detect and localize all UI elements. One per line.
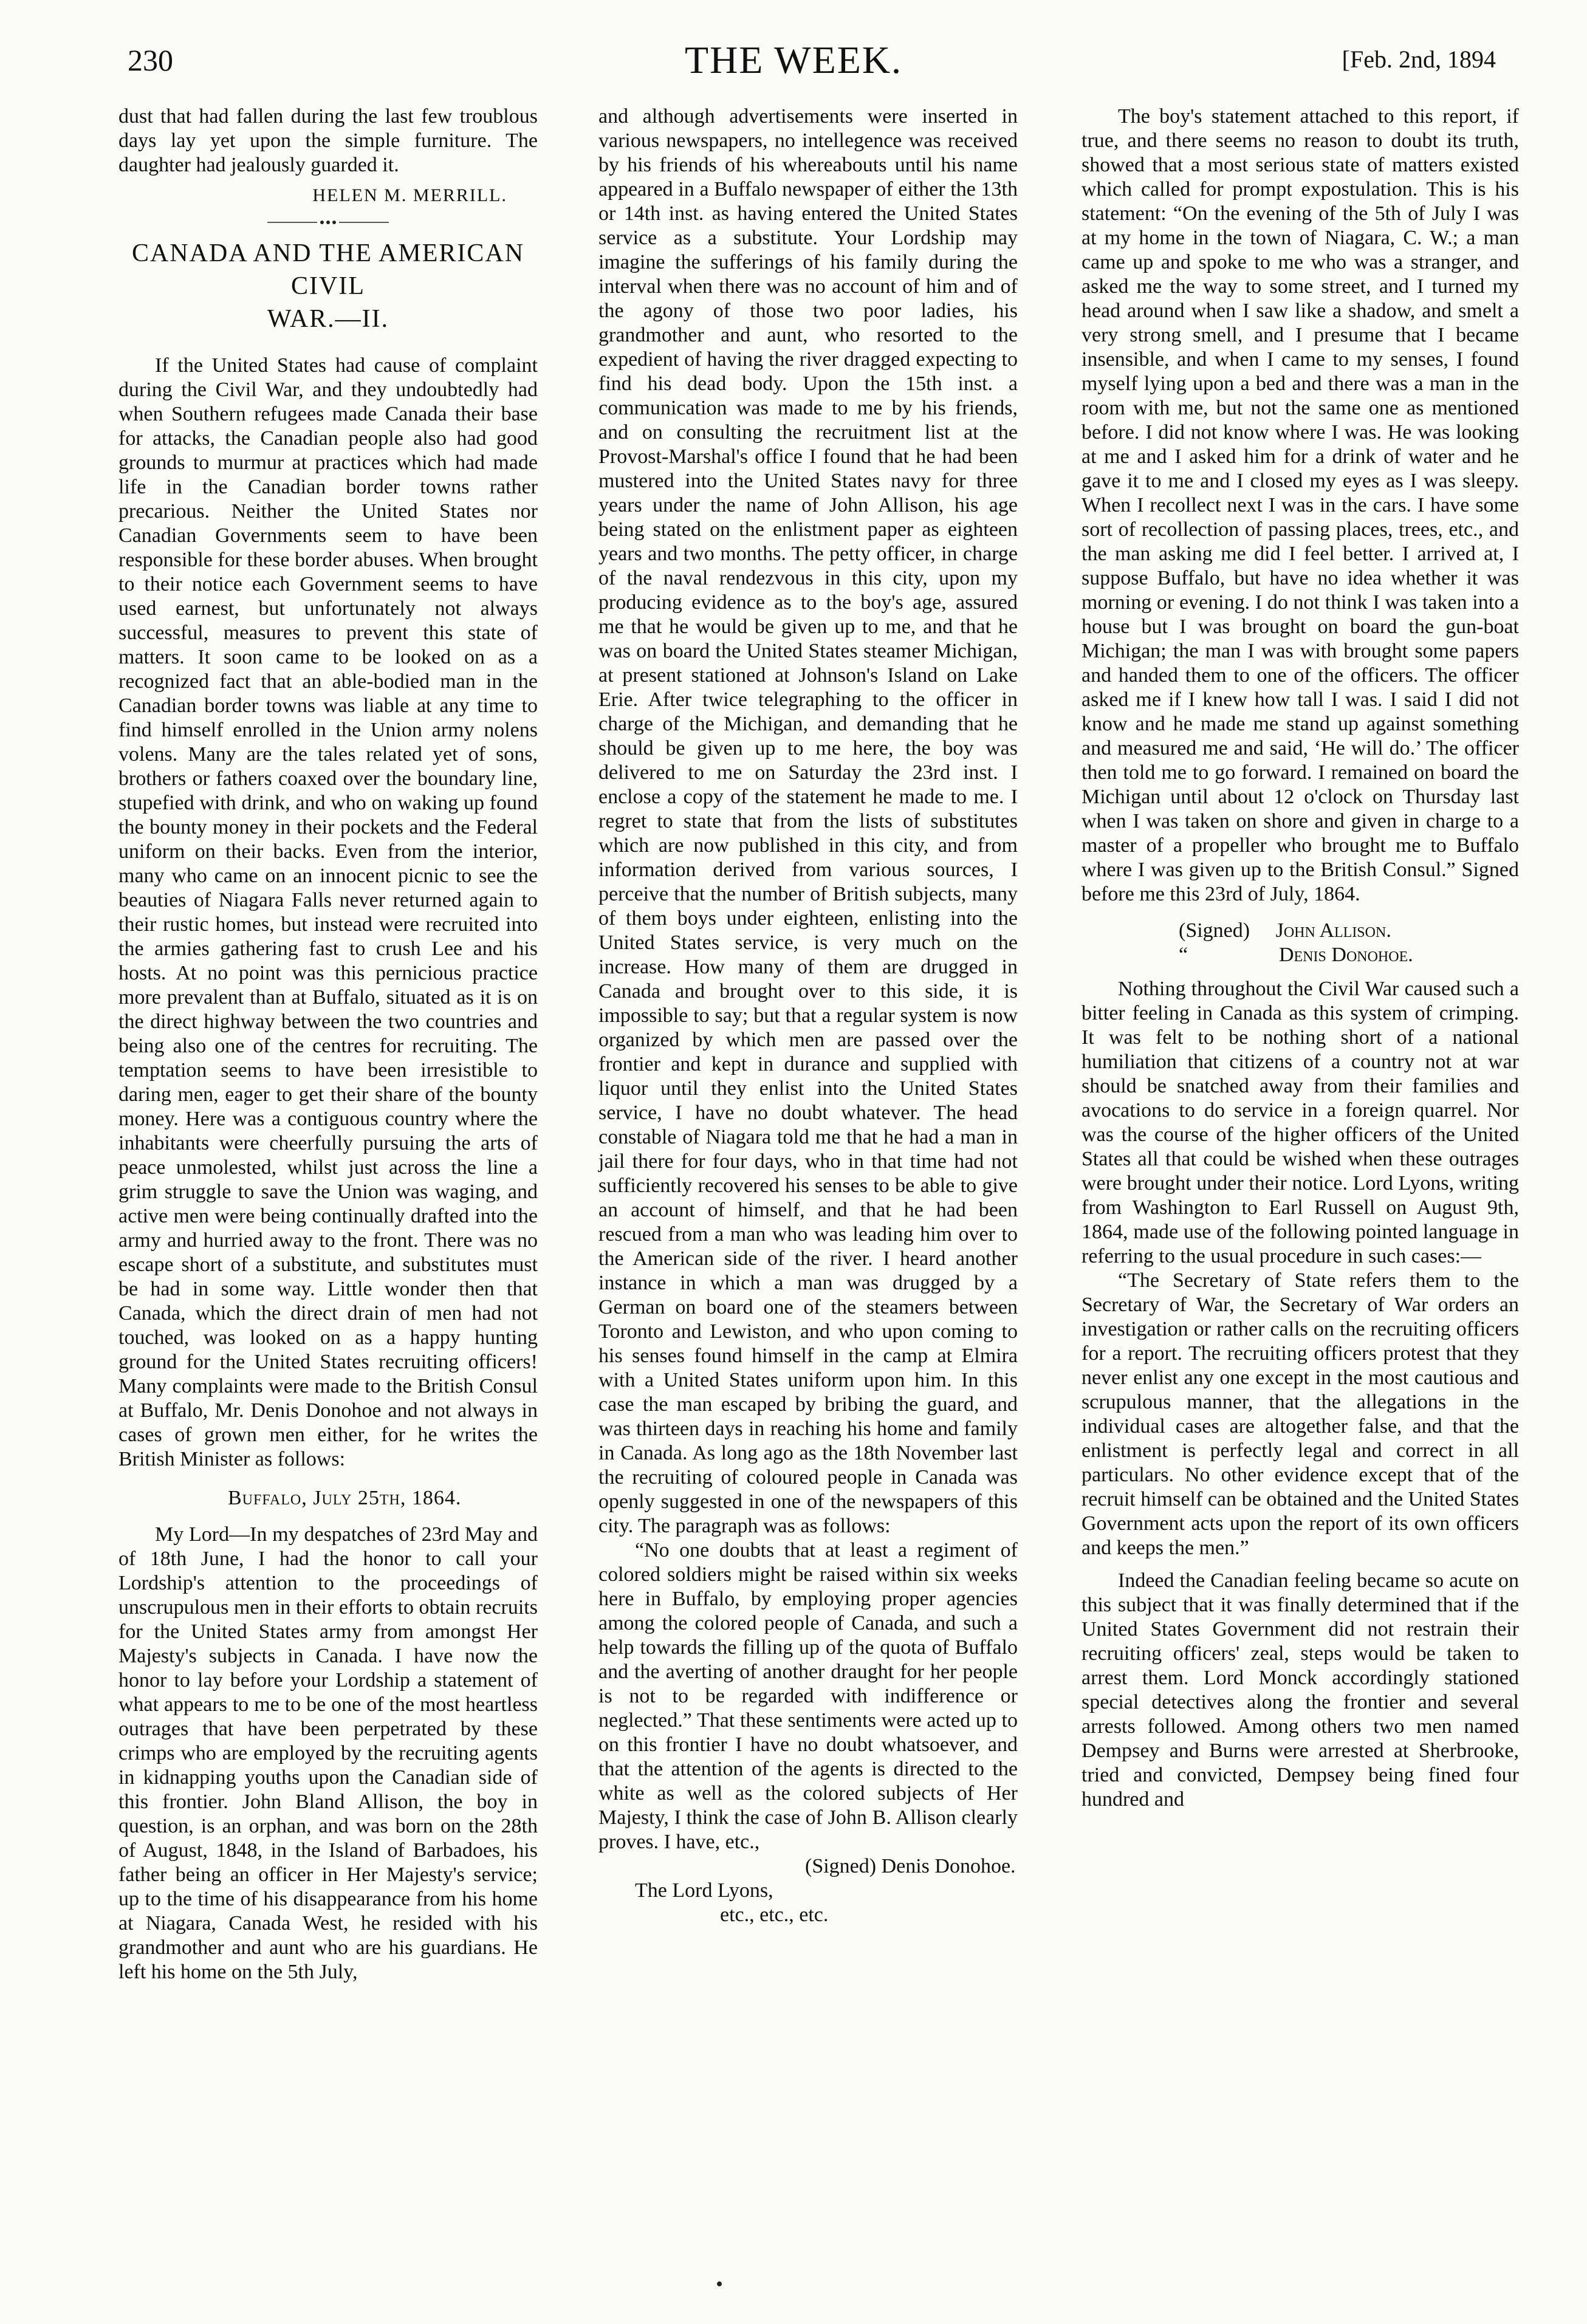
article-paragraph: Indeed the Canadian feeling became so acute on this subject that it was finally determined that if the United States Government did not restrain their recruiting officers' zeal, steps would be taken to arrest them. Lord Monck accordingly stationed special detectives along the frontier and several arrests followed. Among others two men named Dempsey and Burns were arrested at Sherbrooke, tried and convicted, Dempsey being fined four hundred and — [1081, 1569, 1519, 1811]
page-header — [0, 38, 1587, 86]
letter-addressee-etc: etc., etc., etc. — [720, 1904, 829, 1926]
issue-date: [Feb. 2nd, 1894 — [1342, 46, 1496, 73]
signature-line-2 — [1081, 943, 1519, 967]
article-title — [118, 237, 538, 335]
letter-dateline: Buffalo, July 25th, 1864. — [228, 1487, 462, 1509]
masthead-title: THE WEEK. — [684, 38, 903, 81]
page-number: 230 — [128, 43, 173, 77]
newspaper-quote-paragraph: “No one doubts that at least a regiment of colored soldiers might be raised within six weeks here in Buffalo, by employing proper agencies among the colored people of Canada, and such a help towards the filling up of the quota of Buffalo and the averting of another draught for her people is not to be regarded with indifference or neglected.” That these sentiments were acted up to on this frontier I have no doubt whatsoever, and that the attention of the agents is directed to the white as well as the colored subjects of Her Majesty, I think the case of John B. Allison clearly proves. I have, etc., — [598, 1539, 1018, 1853]
signatory-donohoe: Denis Donohoe. — [1279, 944, 1413, 966]
article-title-line-2: WAR.—II. — [267, 305, 389, 333]
previous-article-ending: dust that had fallen during the last few troublous days lay yet upon the simple furniture. The daughter had jealously guarded it. — [118, 105, 538, 176]
column-3 — [1081, 105, 1519, 1812]
column-1 — [118, 105, 538, 1984]
letter-paragraph: My Lord—In my despatches of 23rd May and of 18th June, I had the honor to call your Lordship's attention to the proceedings of unscrupulous men in their efforts to obtain recruits for the United States army from amongst Her Majesty's subjects in Canada. I have now the honor to lay before your Lordship a statement of what appears to me to be one of the most heartless outrages that have been perpetrated by these crimps who are employed by the recruiting agents in kidnapping youths upon the Canadian side of this frontier. John Bland Allison, the boy in question, is an orphan, and was born on the 28th of August, 1848, in the Island of Barbadoes, his father being an officer in Her Majesty's service; up to the time of his disappearance from his home at Niagara, Canada West, he resided with his grandmother and aunt who are his guardians. He left his home on the 5th July, — [118, 1523, 538, 1983]
article-paragraph: If the United States had cause of complaint during the Civil War, and they undoubtedly had when Southern refugees made Canada their base for attacks, the Canadian people also had good grounds to murmur at practices which had made life in the Canadian border towns rather precarious. Neither the United States nor Canadian Governments seem to have been responsible for these border abuses. When brought to their notice each Government seems to have used earnest, but unfortunately not always successful, measures to prevent this state of matters. It soon came to be looked on as a recognized fact that an able-bodied man in the Canadian border towns was liable at any time to find himself enrolled in the Union army nolens volens. Many are the tales related yet of sons, brothers or fathers coaxed over the boundary line, stupefied with drink, and who on waking up found the bounty money in their pockets and the Federal uniform on their backs. Even from the interior, many who came on an innocent picnic to see the beauties of Niagara Falls never returned again to their rustic homes, but instead were recruited into the armies gathering fast to crush Lee and his hosts. At no point was this pernicious practice more prevalent than at Buffalo, situated as it is on the direct highway between the two countries and being also one of the centres for recruiting. The temptation seems to have been irresistible to daring men, eager to get their share of the bounty money. Here was a contiguous country where the inhabitants were cheerfully pursuing the arts of peace unmolested, whilst just across the line a grim struggle to save the Union was waging, and active men were being continually drafted into the army and hurried away to the front. There was no escape short of a substitute, and substitutes must be had in some way. Little wonder then that Canada, which the direct drain of men had not touched, was looked on as a happy hunting ground for the United States recruiting officers! Many complaints were made to the British Consul at Buffalo, Mr. Denis Donohoe and not always in cases of grown men either, for he writes the British Minister as follows: — [118, 354, 538, 1470]
lord-lyons-quote: “The Secretary of State refers them to the Secretary of War, the Secretary of War orders an investigation or rather calls on the recruiting officers for a report. The recruiting officers protest that they never enlist any one except in the most cautious and scrupulous manner, that the allegations in the individual cases are altogether false, and that the enlistment is perfectly legal and correct in all particulars. No other evidence except that of the recruit himself can be obtained and the United States Government acts upon the report of its own officers and keeps the men.” — [1081, 1269, 1519, 1559]
statement-signatures — [1081, 919, 1519, 967]
letter-addressee: The Lord Lyons, — [635, 1879, 773, 1902]
signature-line-1 — [1081, 919, 1519, 943]
letter-signature: (Signed) Denis Donohoe. — [805, 1855, 1016, 1877]
print-mark — [717, 2281, 722, 2286]
section-divider-ornament — [267, 219, 389, 226]
ditto-mark: “ — [1179, 944, 1188, 966]
letter-paragraph-continued: and although advertisements were inserted in various newspapers, no intellegence was received by his friends of his whereabouts until his name appeared in a Buffalo newspaper of either the 13th or 14th inst. as having entered the United States service as a substitute. Your Lordship may imagine the sufferings of his family during the interval when there was no account of him and of the agony of those two poor ladies, his grandmother and aunt, who resorted to the expedient of having the river dragged expecting to find his dead body. Upon the 15th inst. a communication was made to me by his friends, and on consulting the recruitment list at the Provost-Marshal's office I found that he had been mustered into the United States navy for three years under the name of John Allison, his age being stated on the enlistment paper as eighteen years and two months. The petty officer, in charge of the naval rendezvous in this city, upon my producing evidence as to the boy's age, assured me that he would be given up to me, and that he was on board the United States steamer Michigan, at present stationed at Johnson's Island on Lake Erie. After twice telegraphing to the officer in charge of the Michigan, and demanding that he should be given up to me here, the boy was delivered to me on Saturday the 23rd inst. I enclose a copy of the statement he made to me. I regret to state that from the lists of substitutes which are now published in this city, and from information derived from various sources, I perceive that the number of British subjects, many of them boys under eighteen, enlisting into the United States service, is very much on the increase. How many of them are drugged in Canada and brought over to this side, it is impossible to say; but that a regular system is now organized by which men are passed over the frontier and kept in durance and supplied with liquor until they enlist into the United States service, I have no doubt whatever. The head constable of Niagara told me that he had a man in jail there for four days, who in that time had not sufficiently recovered his senses to be able to give an account of himself, and that he had been rescued from a man who was leading him over to the American side of the river. I heard another instance in which a man was drugged by a German on board one of the steamers between Toronto and Lewiston, and who upon coming to his senses found himself in the camp at Elmira with a United States uniform upon him. In this case the man escaped by bribing the guard, and was thirteen days in reaching his home and family in Canada. As long ago as the 18th November last the recruiting of coloured people in Canada was openly suggested in one of the newspapers of this city. The paragraph was as follows: — [598, 105, 1018, 1537]
signed-label: (Signed) — [1179, 919, 1250, 942]
article-title-line-1: CANADA AND THE AMERICAN CIVIL — [131, 239, 525, 300]
boy-statement-paragraph: The boy's statement attached to this report, if true, and there seems no reason to doubt its truth, showed that a most serious state of matters existed which called for prompt expostulation. This is his statement: “On the evening of the 5th of July I was at my home in the town of Niagara, C. W.; a man came up and spoke to me who was a stranger, and asked me the way to some street, and I turned my head around when I saw like a shadow, and smelt a very strong smell, and I presume that I became insensible, and when I came to my senses, I found myself lying upon a bed and there was a man in the room with me, but not the same one as mentioned before. I did not know where I was. He was looking at me and I asked him for a drink of water and he gave it to me and I closed my eyes as I was sleepy. When I recollect next I was in the cars. I have some sort of recollection of passing places, trees, etc., and the man asking me did I feel better. I arrived at, I suppose Buffalo, but have no idea whether it was morning or evening. I do not think I was taken into a house but I was brought on board the gun-boat Michigan; the man I was with brought some papers and handed them to one of the officers. The officer asked me if I knew how tall I was. I said I did not know and he made me stand up against something and measured me and said, ‘He will do.’ The officer then told me to go forward. I remained on board the Michigan until about 12 o'clock on Thursday last when I was taken on shore and given in charge to a master of a propeller who brought me to Buffalo where I was given up to the British Consul.” Signed before me this 23rd of July, 1864. — [1081, 105, 1519, 905]
previous-article-author: HELEN M. MERRILL. — [312, 185, 507, 205]
signatory-allison: John Allison. — [1275, 919, 1391, 942]
column-2 — [598, 105, 1018, 1927]
article-paragraph: Nothing throughout the Civil War caused such a bitter feeling in Canada as this system of crimping. It was felt to be nothing short of a national humiliation that citizens of a country not at war should be snatched away from their families and avocations to do service in a foreign quarrel. Nor was the course of the higher officers of the United States all that could be wished when these outrages were brought under their notice. Lord Lyons, writing from Washington to Earl Russell on August 9th, 1864, made use of the following pointed language in referring to the usual procedure in such cases:— — [1081, 978, 1519, 1267]
